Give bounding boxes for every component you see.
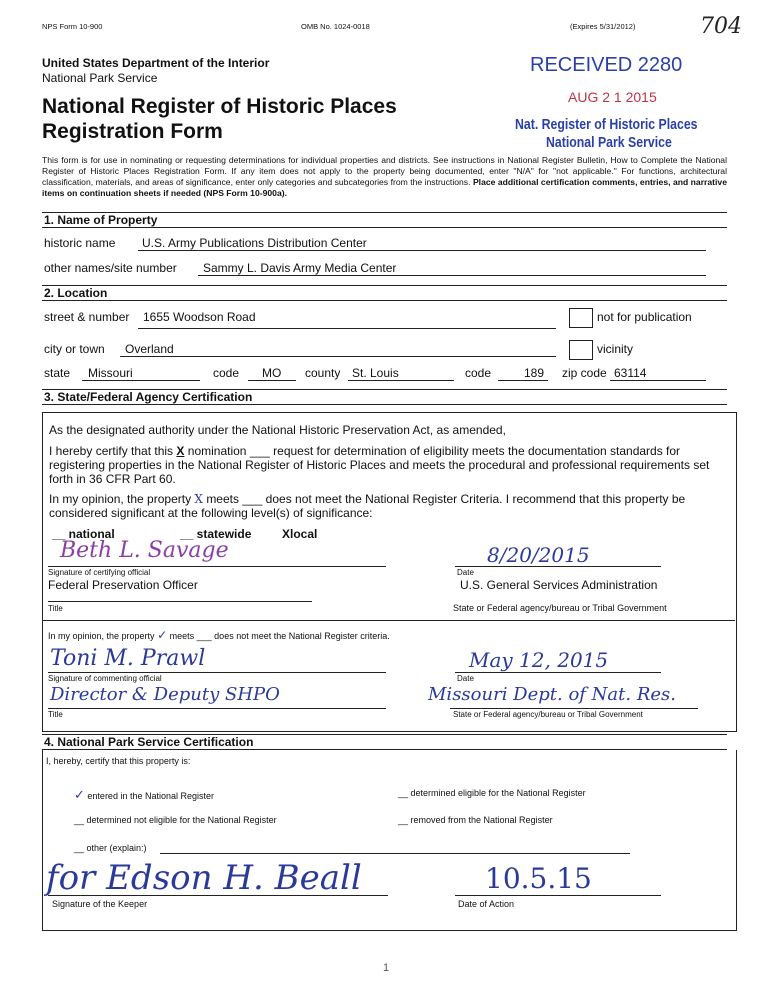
state-code-line: [248, 380, 296, 381]
action-label: Date of Action: [458, 899, 515, 909]
stamp-register-line: Nat. Register of Historic Places: [515, 116, 698, 133]
signature1-line: [48, 566, 386, 567]
state-code-value[interactable]: MO: [262, 366, 282, 380]
form-number: NPS Form 10-900: [42, 22, 103, 31]
entered-check-mark: ✓: [74, 788, 85, 803]
handwritten-number: 704: [700, 14, 742, 39]
level-national[interactable]: __ national: [52, 527, 115, 541]
historic-name-line: [138, 250, 706, 251]
other-names-label: other names/site number: [44, 261, 177, 275]
county-value[interactable]: St. Louis: [352, 366, 399, 380]
certify-date: 8/20/2015: [487, 543, 590, 567]
other-names-line: [198, 275, 706, 276]
not-for-publication-label: not for publication: [597, 310, 692, 324]
zip-label: zip code: [562, 366, 607, 380]
department-name: United States Department of the Interior: [42, 56, 270, 70]
section1-header: 1. Name of Property: [42, 212, 727, 228]
meets-check-mark: ✓: [157, 628, 168, 642]
received-date-stamp: AUG 2 1 2015: [568, 89, 657, 105]
title1-line: [48, 601, 312, 602]
page-number: 1: [383, 962, 390, 974]
cert-nomination-text: I hereby certify that this X nomination ___ request for determination of eligibility meets the documentation standards for registering properties in the National Register of Historic Places and meets the procedural and professional requirements set forth in 36 CFR Part 60.: [49, 444, 710, 486]
vicinity-label: vicinity: [597, 342, 634, 356]
state-line: [82, 380, 200, 381]
cert-divider: [42, 620, 735, 621]
option-eligible[interactable]: __ determined eligible for the National Register: [398, 788, 586, 798]
county-label: county: [305, 366, 341, 380]
commenting-signature: Toni M. Prawl: [50, 646, 206, 671]
agency2-line: [450, 708, 698, 709]
expires-date: (Expires 5/31/2012): [570, 22, 636, 31]
cert-opinion-text: In my opinion, the property X meets ___ does not meet the National Register Criteria. I recommend that this property be considered significant at the following level(s) of significance:: [49, 492, 686, 520]
date1-label: Date: [457, 568, 474, 577]
section2-header: 2. Location: [42, 285, 727, 301]
street-line: [138, 328, 556, 329]
cert-authority-text: As the designated authority under the National Historic Preservation Act, as amended,: [49, 423, 506, 437]
instructions-text: This form is for use in nominating or requesting determinations for individual properties and districts. See instructions in National Register Bulletin, How to Complete the National Register of Historic Places Registration Form. If any item does not apply to the property being documented, enter "N/A" for "not applicable." For functions, architectural classification, materials, and areas of significance, enter only categories and subcategories from the instructions. Place additional certification comments, entries, and narrative items on continuation sheets if needed (NPS Form 10-900a).: [42, 155, 727, 198]
keeper-signature: for Edson H. Beall: [46, 858, 362, 898]
meets-x-mark: X: [194, 492, 203, 506]
not-for-publication-checkbox[interactable]: [569, 308, 593, 328]
commenting-title: Director & Deputy SHPO: [50, 684, 280, 705]
zip-value[interactable]: 63114: [614, 366, 647, 380]
county-code-value[interactable]: 189: [524, 366, 545, 380]
date1-line: [455, 566, 661, 567]
city-line: [120, 356, 556, 357]
state-label: state: [44, 366, 71, 380]
section4-header: 4. National Park Service Certification: [42, 734, 727, 750]
level-local[interactable]: Xlocal: [282, 527, 318, 541]
option-removed[interactable]: __ removed from the National Register: [398, 815, 553, 825]
option-not-eligible[interactable]: __ determined not eligible for the National Register: [74, 815, 277, 825]
level-statewide[interactable]: __ statewide: [180, 527, 252, 541]
signature2-line: [48, 672, 386, 673]
zip-line: [610, 380, 706, 381]
section3-header: 3. State/Federal Agency Certification: [42, 389, 727, 405]
vicinity-checkbox[interactable]: [569, 340, 593, 360]
action-line: [455, 895, 661, 896]
service-name: National Park Service: [42, 71, 158, 85]
street-label: street & number: [44, 310, 130, 324]
state-value[interactable]: Missouri: [88, 366, 133, 380]
historic-name-value[interactable]: U.S. Army Publications Distribution Center: [142, 236, 367, 250]
certifying-agency: U.S. General Services Administration: [460, 578, 658, 592]
option-entered[interactable]: ✓ entered in the National Register: [74, 788, 214, 803]
stamp-nps-line: National Park Service: [546, 134, 672, 151]
county-code-line: [498, 380, 548, 381]
other-explain-line: [160, 853, 630, 854]
signature1-label: Signature of certifying official: [48, 568, 151, 577]
title1-label: Title: [48, 604, 63, 613]
keeper-line: [48, 895, 388, 896]
received-stamp: RECEIVED 2280: [530, 54, 683, 76]
street-value[interactable]: 1655 Woodson Road: [143, 310, 256, 324]
certifying-signature: Beth L. Savage: [60, 538, 229, 563]
county-code-label: code: [465, 366, 492, 380]
historic-name-label: historic name: [44, 236, 116, 250]
city-label: city or town: [44, 342, 105, 356]
keeper-label: Signature of the Keeper: [52, 899, 148, 909]
state-code-label: code: [213, 366, 240, 380]
comment-date: May 12, 2015: [469, 648, 609, 672]
signature2-label: Signature of commenting official: [48, 674, 162, 683]
nps-intro: I, hereby, certify that this property is:: [46, 756, 191, 766]
date2-label: Date: [457, 674, 474, 683]
agency2-label: State or Federal agency/bureau or Tribal Government: [453, 710, 643, 719]
omb-number: OMB No. 1024-0018: [301, 22, 370, 31]
comment-opinion-text: In my opinion, the property ✓ meets ___ does not meet the National Register criteria.: [48, 628, 390, 642]
date2-line: [455, 672, 661, 673]
agency1-label: State or Federal agency/bureau or Tribal Government: [453, 603, 667, 613]
action-date: 10.5.15: [485, 862, 592, 895]
nomination-x-mark: X: [176, 444, 185, 458]
city-value[interactable]: Overland: [125, 342, 174, 356]
other-names-value[interactable]: Sammy L. Davis Army Media Center: [203, 261, 397, 275]
title2-label: Title: [48, 710, 63, 719]
title2-line: [48, 708, 386, 709]
county-line: [348, 380, 454, 381]
official-title: Federal Preservation Officer: [48, 578, 198, 592]
commenting-agency: Missouri Dept. of Nat. Res.: [428, 684, 677, 705]
form-title-line2: Registration Form: [42, 120, 223, 143]
option-other[interactable]: __ other (explain:): [74, 843, 147, 853]
form-title-line1: National Register of Historic Places: [42, 95, 397, 118]
